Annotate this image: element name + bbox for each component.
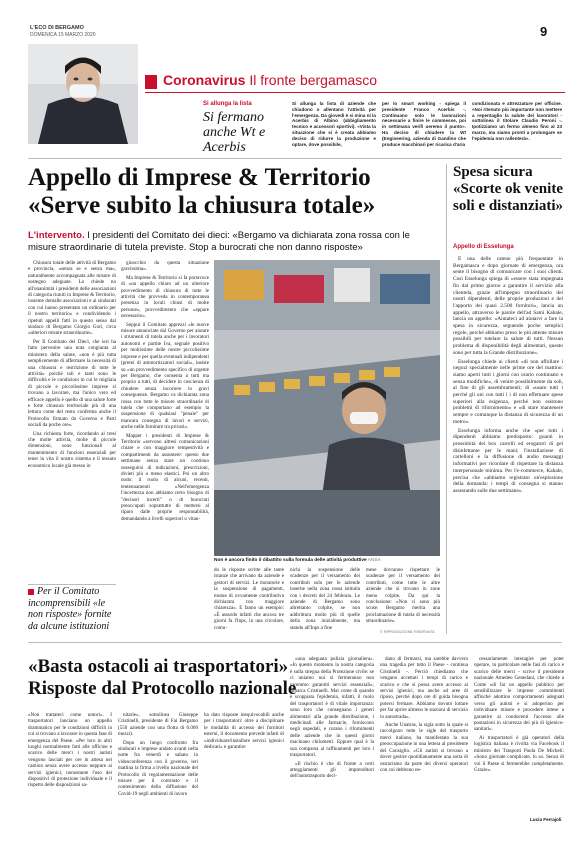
pull-quote [28,586,120,632]
top-photo [28,44,138,144]
main-col-2-p2: Ma Imprese & Territorio si fa portavoce di «un appello chiaro ad un ulteriore provvedimento di chiusura di tutte le attività che provveda in contemporanea presenza in locali chiusi di molte persone», provvedimento che «appare necessario». [121,274,209,320]
lead-text: I presidenti del Comitato dei dieci: «Bergamo va dichiarata zona rossa con le misure straordinarie di tutela previste. Stop a burocrati che non danno risposte» [28,230,410,253]
bottom-col-6-p2: Ai trasportatori è già operatori della logistica italiana è rivolta via Facebook il ministro dei Trasporti Paola De Micheli: «Sono giornate complicate, lo so. Senza di voi il Paese si fermerebbe completamente. Grazie». [474,734,564,773]
bottom-col-6-p1: cessariamente interagire per poter operare, in particolare nelle fasi di carico e scarico delle merci - scrive il presidente nazionale Amedeo Genedani, che chiede a Conte «di far un appello pubblico per sensibilizzare le imprese committenti affinché adottino comportamenti adeguati verso gli autisti e si adoperino per individuare misure e procedere intese a garantire ai conducenti l'accesso alle postazioni in sicurezza dei più di igienico-sanitari». [474,656,564,733]
main-col-2-p3: Seppur il Comitato apprezzi «le nuove misure annunciate dal Governo per aiutare i strumenti di tutela anche per i lavoratori autonomi e partite Iva, segnale positivo per moltissime delle nostre piccolissime imprese e per quella eventuali indipendenti (prerei di ammortizzatori sociali», insiste su «un provvedimento specifico di urgente per Bergamo, che consenta a tutti ma proprio a tutti, di decidere in coscienza di chiudere senza incorrere in gravi conseguenze. Bergamo va dichiarata zona rossa con tutte le misure straordinarie di tutela che comportano ad esempio la sospensione di qualsiasi "penale" per mancata consegna di lavori e servizi, anche nelle forniture tra privati». [121,321,209,431]
section-rule-left [145,75,157,89]
sidebar-body [453,256,563,636]
bottom-title-line-1: «Basta ostacoli ai trasportatori» [28,656,289,677]
page-number: 9 [540,24,548,39]
main-col-1-p1: Chiusura totale delle attività di Bergamo e provincia, «senza se e senza ma», naturalmente accompagnata alle misure di sostegno adeguate. Lo chiede no all'unanimità i presidenti delle associazioni di categoria riuniti in Imprese & Territorio, insieme domalle associazioni e ai sindacati con cui hanno presentato un ordinario per il nostro territorio» e condividendo i ripetuti appelli fatti in questo senso dal sindaco di Bergamo Giorgio Gori, circa «ulteriori misure straordinarie». [28,260,116,337]
sidebar-p1: È una delle catene più frequentate in Bergamasca e dopo giornate di emergenza, ora sente il bisogno di comunicare con i suoi clienti. Così Esselunga spiega di «essere stata impegnata fin dal primo giorno a garantire il servizio alla clientela, grazie all'impegno straordinario dei nostri dipendenti, delle proprie produzioni e del l'apporto dei quasi 2.500 fornitori», lancia un appello, attraverso le parole dell'ad Sami Kahale, lancia un appello: «Aiutateci ad aiutarvi a fare la spesa in sicurezza, seguendo poche semplici regole, perché abbiamo preso le più attente misure possibili per tutelare la salute di tutti. Nessun problema di disponibilità degli alimentari, questo sono per tutta la Grande distribuzione». [453,256,563,356]
section-rule [145,92,565,93]
sidebar-kicker: Appello di Esselunga [453,244,514,250]
pull-quote-rule [28,584,116,585]
photo-caption-credit: ANSA [367,558,381,563]
factory-photo [214,260,440,556]
teaser-col-1: Si allunga la lista di aziende che chiudono o allentano l'attività per l'emergenza. Da giovedì è si mina ni la Acerbis di Albino (abbigliamento tecnico e accessori sportivi). «Vista la situazione che si è creata abbiamo deciso di ridurre la produzione e optare, dove possibile, [292,101,376,147]
newspaper-name: L'ECO DI BERGAMO [30,25,84,31]
photo-caption [214,558,440,563]
pull-quote-marker [28,589,34,595]
pull-quote-text: Per il Comitato incomprensibili «le non risposte» fornite da alcune istituzioni [28,586,112,632]
bottom-col-4-p1: «una adeguata pulizia giornaliera». «In questo momento la nostra categoria è sulla stregua della Protezione civile: se ci uniamo noi si fermeranno non saremmo garantiti servizi essenziali», rimarca Cristinelli. Mai come di quando è scoppiata l'epidemia, infatti, il ruolo del trasportatori è di vitale importanza: sono loro che consegnano i generi alimentari alla grande distribuzione, i medicinali alle farmacie, forniscono negli ospedali, e curano i rifornimenti delle aziende che in questi giorni macinano chilometri. Eppure qual è la sua comparsa ai raffinamenti per loro i trasportatori. [290,656,374,759]
main-title [28,164,438,220]
main-col-2-p1: ginocchio da questa situazione gravissima». [121,260,209,273]
bottom-col-1: «Non trattateci come untori». I trasportatori lanciano un appello drammatico per le condizioni difficili in cui si trovano a lavorare in questa fase di emergenza del Paese. «Per loro in altri luoghi normalmente fatti alle officine e scarico delle merci i nostri autisti vengono lasciati per ore in attesa nei camion senza avere accesso neppure ai servizi igienici, nonostante l'uso dei dispositivi di protezione individuale e il rispetto delle disposizioni sa- [28,712,112,789]
teaser-col-3: condizionata e attrezzature per officine. «Noi ritenuto più importante non mettere a repentaglio la salute dei lavoratori - sottolinea il titolare Claudio Peroni -. Ipotizziamo un fermo almeno fino al 23 marzo, ma siamo pronti a prolungare se l'epidemia non rallenterà». [472,101,562,141]
sidebar-p3: Esselunga informa anche che «per tutti i dipendenti abbiamo predisposto: guanti in prossimità dei box carrelli ed erogatori di gel disinfettante per le mani; l'installazione di cartelloni e la diffusione di audio messaggi informativi per ricordare di rispettare la distanza interpersonale minima. Per l'e-commerce, Kahale, precisa che «abbiamo registrato un'esplosione della domanda: i tempi di consegna si stanno assestando sulle due settimane». [453,427,563,494]
divider-top [28,158,562,159]
teaser-kicker: Si allunga la lista [203,101,252,107]
main-col-1 [28,260,116,582]
main-lead [28,230,440,254]
main-title-line-1: Appello di Imprese & Territorio [28,164,371,191]
teaser-col-2: per lo smart working - spiega il presidente Franco Acerbis -. Continuano solo le lavorazioni necessarie a finire le commesse, poi in settimana verifi ueremo il punto». Ha deciso di chiudere la Wt (Engineering, azienda di Gandino che produce macchinari per ricarica d'aria [382,101,466,147]
section-banner [163,72,377,88]
bottom-byline: Lucia Ferrajoli [530,817,562,822]
bottom-col-2 [118,712,198,824]
sidebar-title: Spesa sicura «Scorte ok venite soli e distanziati» [453,164,564,214]
photo-caption-text: Non è ancora finito il dibattito sulla formula delle attività produttive [214,558,367,563]
bottom-col-4 [290,656,374,824]
sidebar-p2: Esselunga chiede ai clienti «di non affollare i negozi specialmente nelle prime ore del mattino: siamo aperti tutti i giorni con orario continuato e senza modifiche», di venire possibilmente da soli, al fine di gli assembramenti; di «usare tutti i perché gli uni con tutti i i di non effettuare spese superiori alla esigenza, perché non esistono problemi di rifornimento» e «di stare mantenere sempre e comunque la distanza di sicurezza di un metro». [453,358,563,425]
bottom-col-2-p2: Dopo un lungo confronto fra sindacati e imprese andato avanti nella notte fra venerdì e sabato in videoconferenza con il governo, ieri mattina la firma a livello nazionale del Protocollo di regolamentazione delle misure per il contrasto e il contenimento della diffusione del Covid-19 negli ambienti di lavoro [118,739,198,797]
bottom-col-5-p2: Anche Unatras, la sigla sotto la quale si raccolgono tutte le sigle del trasporto merci italiano, ha manifestato la sua preoccupazione in una lettera al presidente del Consiglio. «Gli autisti si trovano a dover gestire quotidianamente una sorta di ostracismo da parte dei diversi operatori con cui debbono ne- [380,722,468,773]
bottom-col-6 [474,656,564,816]
bottom-col-2-p1: nitarie», sottolinea Giuseppe Cristinelli, presidente di Fai Bergamo (550 aziende con una flotta di 6.000 mezzi). [118,712,198,738]
bottom-title [28,656,328,700]
issue-date: DOMENICA 15 MARZO 2020 [30,32,96,38]
main-col-1-p3: Una richiesta forte, ricordando al tresi che molte attività, molte di piccole dimensioni, sono funzionali al mantenimento di funzioni essenziali per tener in vita il nostro sistema e il tessuto economico locale già messo in [28,430,116,469]
main-title-line-2: «Serve subito la chiusura totale» [28,192,376,219]
bottom-col-3: ha dato risposte inequivocabili anche per i trasportatori: oltre a disciplinare le modalità di accesso dei fornitori esterni, il documento prevede infatti di «individuare/installare servizi igienici dedicati» e garantire [204,712,284,751]
bottom-col-5-p1: dano di fermarsi, ma sarebbe davvero una tragedia per tutto il Paese - continua Cristinelli -. Perciò chiediamo che vengano accettati i tempi di carico e scarico e che si possa avere accesso ai servizi igienici, ma anche ad aree di riposo, perché dopo ore di guida bisogna potersi fermare. Abbiamo dovuto lottare per far aprire almeno le stazioni di servizio in autostrada». [380,656,468,720]
main-col-1-p2: Per Il Comitato dei Dieci, che ieri ha fatto pervenire una nota congiunta al ministero della salute, «non è più tutta semplicemente di affermare la necessità di una chiusura e restrizione di tutte le attività» poiché tali e tanti sono le difficoltà e le condizioni in cui le migliaia di piccole e piccolissime imprese si trovano a lavorare, ma l'unico vero ed efficace appello è quello di una salute forte e forte chiusura territoriale più di una lettura come del resto conferma anche il Protocollo firmato da Governo e Parti sociali da poche ore». [28,338,116,429]
section-light: Il fronte bergamasco [249,72,377,88]
main-col-4: nichi la sospensione delle scadenze per il versamento dei contributi solo per le aziende inserite nella zona rossa istituita con i decreti del 24 febbraio. Le aziende di Bergamo sono altrettanto colpite, se non addirittura molto più di quelle della zona inizialmente, ma stando all'Inps a fine [290,567,360,631]
main-col-2 [121,260,209,636]
sidebar-divider [446,164,447,634]
lead-tag: L'intervento. [28,230,85,241]
main-col-3: do le risposte scritte alle tante istanze che arrivano da aziende e gestori di servizi. Le moratorie e la sospensione di pagamenti, mutue di ovvamente contributiva dichiarata con maggiore chiarezza». E fanno un esempio: «È assurdo infatti che ancora tre giorni fa l'Inps, in una circolare, comu- [214,567,284,631]
main-col-2-p4: Mapper i presidenti di Imprese & Territorio «servono altresì comunicazioni chiare e con maggiore tempestività e compartimenti da assumere: questo due settimane senza stare un continuo susseguirsi di indicazioni, prescrizioni, divieti più o meno elastici. Poi un altro nodo: il ruolo di alcuni, recenti, tentennamenti «Nell'emergenza l'incertezza non abbiamo certo bisogno di "decisori incerti" o di burocrati preoccupati soprattutto di mettersi al riparo dalle proprie responsabilità, demandando a livelli superiori o vitan- [121,432,209,522]
bottom-col-5 [380,656,468,824]
teaser-title: Si fermano anche Wt e Acerbis [203,110,266,155]
bottom-title-line-2: Risposte dal Protocollo nazionale [28,678,297,699]
main-col-5: mese dovranno rispettare le scadenze per il versamento dei contributi, come tutte le altre aziende che si trovano in zone meno colpite. Da qui la conclusione: «Non ci sono più scuse: Bergamo merita una proclamazione di tutela di necessità straordinarie». [366,567,440,625]
bottom-col-4-p2: «Il rischio è che di fronte a certi atteggiamenti gli imprenditori dell'autotrasporto deci- [290,760,374,780]
copyright: © RIPRODUZIONE RISERVATA [380,630,435,634]
section-strong: Coronavirus [163,72,246,88]
divider-bottom [28,642,562,643]
